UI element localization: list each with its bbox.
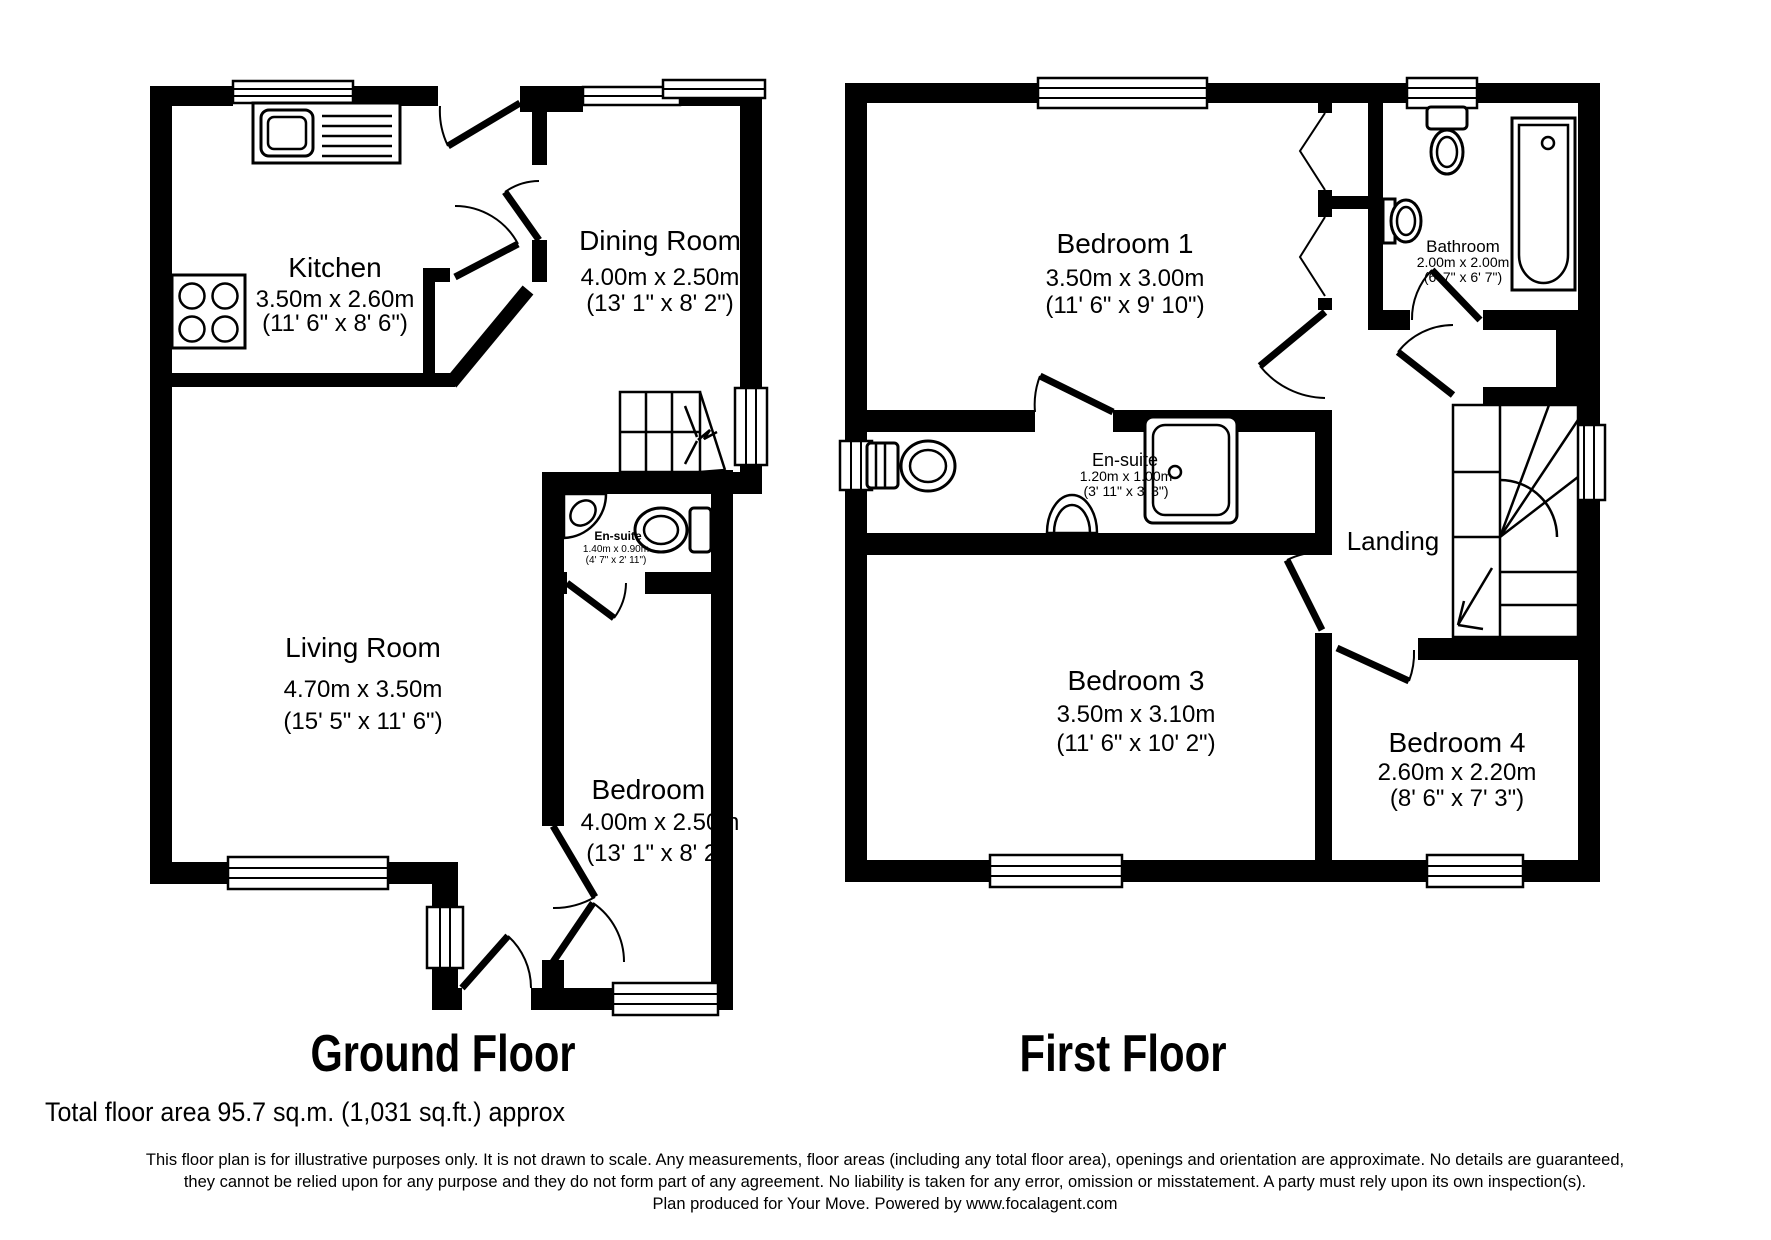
bedroom4-imperial: (8' 6" x 7' 3") [1389, 785, 1525, 812]
bedroom4-label: Bedroom 4 [1388, 727, 1526, 758]
disclaimer-line-2: they cannot be relied upon for any purpose and they do not form part of any agreement. No liability is taken for any error, omission or misstatement. A party must rely upon its own inspection(s). [183, 1173, 1587, 1191]
kitchen-sink-icon [253, 103, 400, 163]
disclaimer-line-3: Plan produced for Your Move. Powered by www.focalagent.com [652, 1195, 1118, 1213]
bedroom3-ff-door-icon [1287, 552, 1322, 630]
kitchen-door-icon [455, 206, 518, 277]
bedroom3-ff-window-icon [990, 855, 1122, 887]
bathroom-imperial: (6' 7" x 6' 7") [1423, 269, 1503, 285]
bedroom3-gf-door-icon [553, 826, 595, 908]
porch-door-icon [462, 936, 531, 988]
dining-room-imperial: (13' 1" x 8' 2") [586, 290, 734, 317]
bedroom1-window-icon [1038, 78, 1207, 108]
bathroom-window-icon [1407, 78, 1477, 108]
ensuite-ff-door-icon [1035, 376, 1113, 412]
ground-floor-title: Ground Floor [310, 1025, 576, 1083]
patio-door-icon [553, 903, 624, 962]
total-floor-area: Total floor area 95.7 sq.m. (1,031 sq.ft.) approx [45, 1097, 566, 1127]
bedroom4-window-icon [1427, 855, 1523, 887]
first-floor-stairs-icon [1453, 405, 1578, 637]
ensuite-ff-basin-icon [1047, 495, 1097, 533]
porch-window-icon [427, 907, 463, 968]
stairs-door-icon [1398, 325, 1453, 395]
bathroom-basin-icon [1383, 199, 1421, 243]
bedroom3-ff-label: Bedroom 3 [1067, 665, 1205, 696]
bathtub-icon [1512, 118, 1575, 290]
first-floor-plan [840, 78, 1605, 887]
ensuite-gf-metric: 1.40m x 0.90m [582, 544, 650, 555]
landing-label: Landing [1346, 526, 1440, 556]
ensuite-ff-imperial: (3' 11" x 3' 3") [1083, 483, 1169, 499]
living-room-label: Living Room [285, 632, 441, 663]
dining-room-label: Dining Room [579, 225, 741, 256]
ensuite-gf-label: En-suite [594, 529, 642, 543]
kitchen-imperial: (11' 6" x 8' 6") [262, 310, 408, 337]
bedroom3-gf-imperial: (13' 1" x 8' 2") [586, 840, 734, 867]
first-floor-title: First Floor [1019, 1025, 1227, 1083]
dining-side-window-icon [735, 388, 767, 465]
ensuite-gf-imperial: (4' 7" x 2' 11") [585, 555, 647, 566]
bedroom1-imperial: (11' 6" x 9' 10") [1045, 292, 1205, 319]
ground-floor-plan [150, 80, 767, 1015]
bedroom3-gf-label: Bedroom 3 [591, 774, 729, 805]
living-room-metric: 4.70m x 3.50m [283, 676, 443, 703]
bedroom3-ff-metric: 3.50m x 3.10m [1056, 701, 1216, 728]
bedroom3-gf-metric: 4.00m x 2.50m [580, 809, 740, 836]
bedroom1-metric: 3.50m x 3.00m [1045, 265, 1205, 292]
bathroom-toilet-icon [1427, 107, 1467, 174]
bathroom-metric: 2.00m x 2.00m [1416, 254, 1510, 270]
plan-footer [45, 1025, 1624, 1213]
bedroom4-door-icon [1337, 648, 1414, 681]
hob-icon [172, 275, 245, 348]
kitchen-label: Kitchen [288, 252, 382, 283]
ensuite-ff-toilet-icon [867, 441, 955, 491]
front-door-icon [440, 103, 520, 146]
bedroom4-metric: 2.60m x 2.20m [1377, 759, 1537, 786]
kitchen-metric: 3.50m x 2.60m [255, 286, 415, 313]
bedroom1-label: Bedroom 1 [1056, 228, 1194, 259]
ensuite-gf-door-icon [567, 583, 626, 618]
ensuite-ff-metric: 1.20m x 1.00m [1079, 468, 1173, 484]
ground-floor-stairs-icon [620, 392, 725, 472]
kitchen-window-icon [233, 81, 353, 103]
bedroom3-gf-window-icon [613, 983, 718, 1015]
bedroom1-door-icon [1260, 312, 1325, 398]
bathroom-label: Bathroom [1426, 237, 1500, 256]
living-room-window-icon [228, 857, 388, 889]
disclaimer-line-1: This floor plan is for illustrative purposes only. It is not drawn to scale. Any measurements, floor areas (including any total floor area), openings and orientation are approximate. No details are guaranteed, [145, 1151, 1625, 1169]
dining-room-metric: 4.00m x 2.50m [580, 264, 740, 291]
ensuite-ff-label: En-suite [1091, 450, 1159, 470]
bedroom3-ff-imperial: (11' 6" x 10' 2") [1056, 730, 1216, 757]
living-room-imperial: (15' 5" x 11' 6") [283, 708, 443, 735]
